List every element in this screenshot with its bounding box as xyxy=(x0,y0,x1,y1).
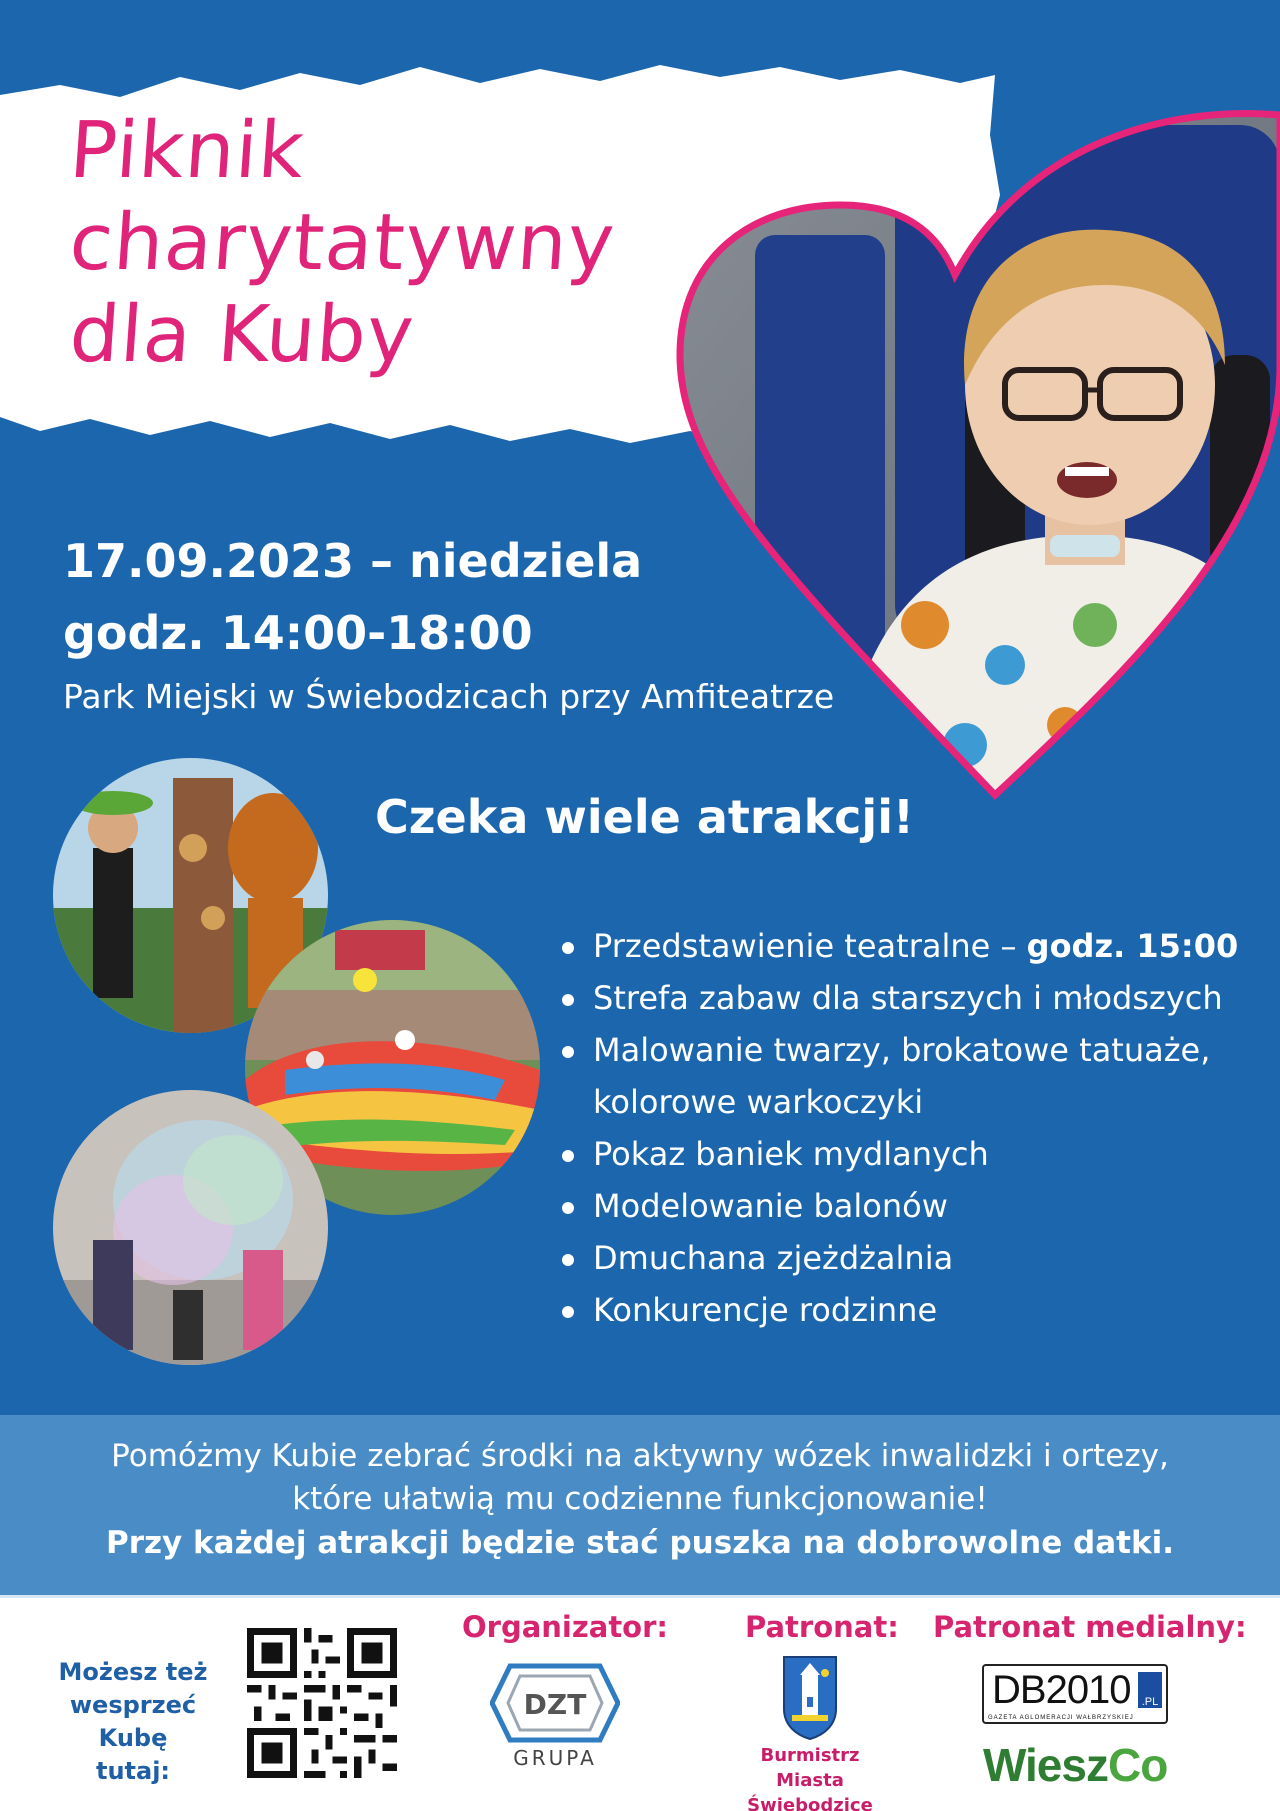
patron-label: Patronat: xyxy=(745,1610,899,1644)
attraction-theatre-time: godz. 15:00 xyxy=(1026,927,1239,965)
dzt-logo-text: DZT xyxy=(523,1688,587,1721)
appeal-line-1: Pomóżmy Kubie zebrać środki na aktywny wózek inwalidzki i ortezy, xyxy=(111,1438,1169,1474)
wieszco-logo xyxy=(983,1738,1167,1792)
patron-line-2: Świebodzice xyxy=(747,1795,873,1811)
support-line-2: wesprzeć xyxy=(69,1691,197,1719)
support-line-3: Kubę tutaj: xyxy=(95,1724,171,1785)
qr-code-icon[interactable] xyxy=(247,1628,397,1778)
heart-photo xyxy=(665,105,1280,905)
support-text xyxy=(58,1656,208,1788)
db2010-logo-subtext: GAZETA AGLOMERACJI WAŁBRZYSKIEJ xyxy=(988,1715,1134,1721)
title-line-2: charytatywny xyxy=(66,198,619,288)
attraction-family-games: Konkurencje rodzinne xyxy=(560,1284,1260,1336)
event-time: godz. 14:00-18:00 xyxy=(63,606,533,660)
db2010-logo-text: DB2010 xyxy=(992,1668,1131,1712)
swiebodzice-crest-icon xyxy=(780,1653,840,1741)
organizer-label: Organizator: xyxy=(462,1610,669,1644)
patron-name xyxy=(725,1743,895,1811)
title-line-3: dla Kuby xyxy=(66,290,418,380)
attraction-slide: Dmuchana zjeżdżalnia xyxy=(560,1232,1260,1284)
appeal-line-3: Przy każdej atrakcji będzie stać puszka na dobrowolne datki. xyxy=(105,1525,1175,1561)
title-line-1: Piknik xyxy=(66,106,308,196)
dzt-logo xyxy=(490,1658,620,1748)
event-place: Park Miejski w Świebodzicach przy Amfiteatrze xyxy=(63,677,835,716)
attractions-heading: Czeka wiele atrakcji! xyxy=(375,790,914,844)
db2010-logo xyxy=(982,1664,1168,1724)
event-details xyxy=(63,525,834,719)
attraction-balloons: Modelowanie balonów xyxy=(560,1180,1260,1232)
db2010-logo-pl: .PL xyxy=(1138,1672,1162,1708)
photo-soap-bubbles xyxy=(53,1090,328,1365)
appeal-line-2: które ułatwią mu codzienne funkcjonowanie! xyxy=(292,1481,988,1517)
attraction-face-painting: Malowanie twarzy, brokatowe tatuaże, xyxy=(560,1024,1260,1076)
media-patron-label: Patronat medialny: xyxy=(933,1610,1247,1644)
attraction-theatre-text: Przedstawienie teatralne – xyxy=(593,927,1027,965)
footer xyxy=(0,1595,1280,1811)
attraction-theatre xyxy=(560,920,1260,972)
support-line-1: Możesz też xyxy=(58,1658,208,1686)
event-date: 17.09.2023 – niedziela xyxy=(63,534,643,588)
appeal-band xyxy=(0,1415,1280,1595)
attractions-list xyxy=(560,920,1260,1336)
attraction-bubbles: Pokaz baniek mydlanych xyxy=(560,1128,1260,1180)
patron-line-1: Burmistrz Miasta xyxy=(760,1745,860,1791)
dzt-logo-subtext: GRUPA xyxy=(513,1746,597,1770)
attraction-play-zone: Strefa zabaw dla starszych i młodszych xyxy=(560,972,1260,1024)
attraction-face-painting-cont: kolorowe warkoczyki xyxy=(593,1083,924,1121)
wieszco-logo-a: Wiesz xyxy=(983,1739,1108,1791)
wieszco-logo-b: Co xyxy=(1107,1739,1168,1791)
